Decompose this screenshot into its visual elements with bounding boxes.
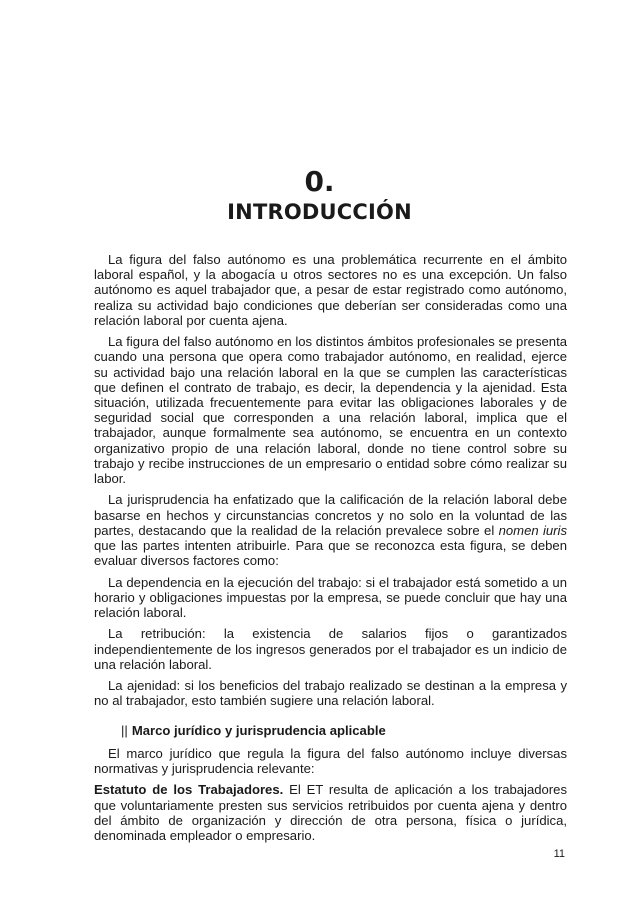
paragraph: La ajenidad: si los beneficios del trabajo realizado se destinan a la empresa y no al trabajador, esto también sugiere una relación laboral. [94, 678, 567, 709]
section-heading-text: Marco jurídico y jurisprudencia aplicable [131, 722, 386, 738]
paragraph-text: La jurisprudencia ha enfatizado que la calificación de la relación laboral debe basarse en hechos y circunstancias concretos y no solo en la voluntad de las partes, destacando que la realidad de la relación prevalece sobre el [94, 492, 567, 538]
paragraph: El marco jurídico que regula la figura del falso autónomo incluye diversas normativas y jurisprudencia relevante: [94, 745, 567, 777]
section-heading [94, 723, 567, 738]
paragraph: La retribución: la existencia de salarios fijos o garantizados independientemente de los ingresos generados por el trabajador es un indicio de una relación laboral. [94, 626, 567, 672]
paragraph-text: que las partes intenten atribuirle. Para que se reconozca esta figura, se deben evaluar diversos factores como: [94, 538, 567, 569]
paragraph-text: El ET resulta de aplicación a los trabajadores que voluntariamente presten sus servicios retribuidos por cuenta ajena y dentro del ámbito de organización y dirección de otra persona, física o jurídica, denominada empleador o empresario. [94, 782, 567, 844]
section-marker: || [121, 722, 128, 738]
body-text [94, 252, 567, 849]
latin-term: nomen iuris [498, 522, 567, 538]
chapter-number: 0. [304, 165, 335, 198]
chapter-title: INTRODUCCIÓN [227, 200, 412, 224]
statute-term: Estatuto de los Trabajadores. [94, 782, 284, 798]
paragraph: La dependencia en la ejecución del trabajo: si el trabajador está sometido a un horario y obligaciones impuestas por la empresa, se puede concluir que hay una relación laboral. [94, 574, 567, 621]
paragraph [94, 492, 567, 568]
paragraph: La figura del falso autónomo en los distintos ámbitos profesionales se presenta cuando una persona que opera como trabajador autónomo, en realidad, ejerce su actividad bajo una relación laboral en la que se cumplen las características que definen el contrato de trabajo, es decir, la dependencia y la ajenidad. Esta situación, utilizada frecuentemente para evitar las obligaciones laborales y de seguridad social que corresponden a una relación laboral, implica que el trabajador, aunque formalmente sea autónomo, se encuentra en un contexto organizativo propio de una relación laboral, donde no tiene control sobre su trabajo y recibe instrucciones de un empresario o entidad sobre cómo realizar su labor. [94, 334, 567, 487]
paragraph [94, 782, 567, 843]
page-number: 11 [553, 848, 565, 860]
paragraph: La figura del falso autónomo es una problemática recurrente en el ámbito laboral español, y la abogacía u otros sectores no es una excepción. Un falso autónomo es aquel trabajador que, a pesar de estar registrado como autónomo, realiza su actividad bajo condiciones que deberían ser consideradas como una relación laboral por cuenta ajena. [94, 252, 567, 328]
